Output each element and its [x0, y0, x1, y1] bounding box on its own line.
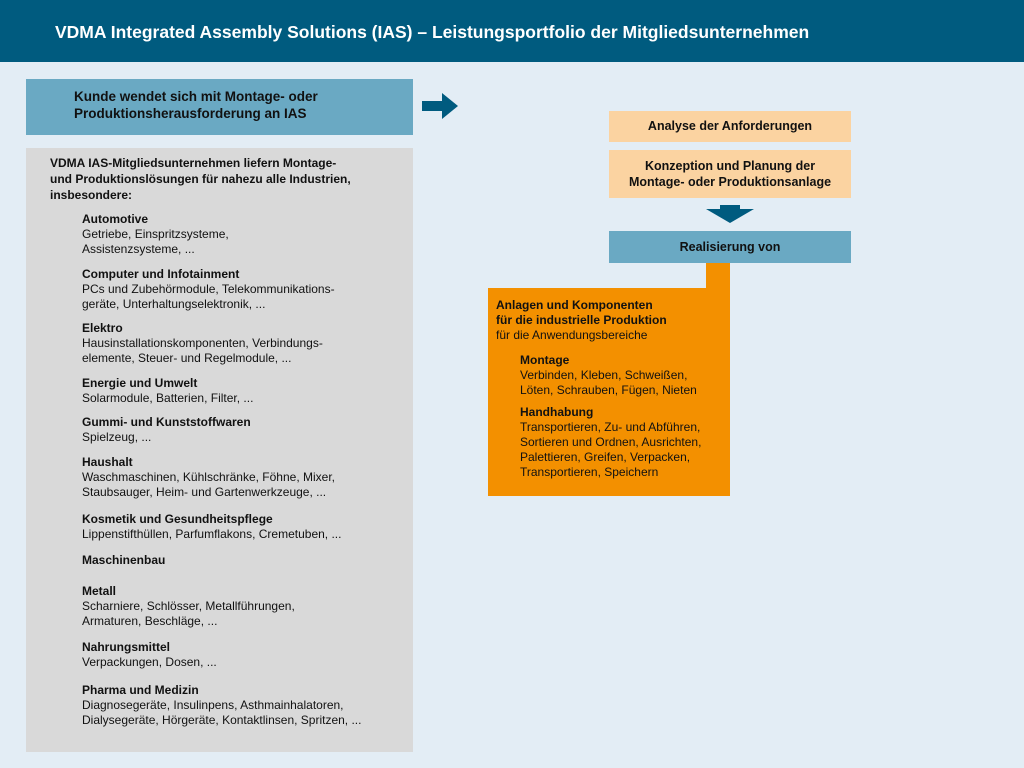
- customer-line-2: Produktionsherausforderung an IAS: [74, 106, 307, 121]
- arrow-right-icon: [422, 93, 460, 119]
- industries-panel: [26, 148, 413, 752]
- industry-item: [82, 584, 295, 629]
- intro-line-3: insbesondere:: [50, 188, 133, 202]
- industry-item: [82, 553, 165, 568]
- industry-name: Computer und Infotainment: [82, 267, 240, 281]
- analyse-box: Analyse der Anforderungen: [609, 111, 851, 142]
- industry-item: [82, 376, 253, 406]
- industry-item: [82, 415, 251, 445]
- industry-desc: Scharniere, Schlösser, Metallführungen,: [82, 599, 295, 613]
- industry-item: [82, 212, 229, 257]
- konzeption-box: [609, 150, 851, 198]
- industry-name: Elektro: [82, 321, 123, 335]
- industry-desc: Waschmaschinen, Kühlschränke, Föhne, Mixer,: [82, 470, 336, 484]
- handhabung-section: [520, 405, 701, 480]
- industry-desc: elemente, Steuer- und Regelmodule, ...: [82, 351, 292, 365]
- industry-name: Pharma und Medizin: [82, 683, 199, 697]
- industry-desc: PCs und Zubehörmodule, Telekommunikations-: [82, 282, 335, 296]
- anlagen-head-line-1: Anlagen und Komponenten: [496, 298, 653, 312]
- industry-name: Automotive: [82, 212, 148, 226]
- customer-line-1: Kunde wendet sich mit Montage- oder: [74, 89, 318, 104]
- handhabung-line-3: Palettieren, Greifen, Verpacken,: [520, 450, 691, 464]
- industry-name: Metall: [82, 584, 117, 598]
- header-bar: [0, 0, 1024, 62]
- handhabung-line-2: Sortieren und Ordnen, Ausrichten,: [520, 435, 702, 449]
- industry-name: Nahrungsmittel: [82, 640, 171, 654]
- industry-name: Gummi- und Kunststoffwaren: [82, 415, 251, 429]
- industry-desc: Verpackungen, Dosen, ...: [82, 655, 217, 669]
- handhabung-line-1: Transportieren, Zu- und Abführen,: [520, 420, 701, 434]
- customer-box: [26, 79, 413, 135]
- konzeption-line-1: Konzeption und Planung der: [644, 159, 816, 173]
- anlagen-head-line-2: für die industrielle Produktion: [496, 313, 667, 327]
- industry-desc: geräte, Unterhaltungselektronik, ...: [82, 297, 266, 311]
- industry-desc: Diagnosegeräte, Insulinpens, Asthmainhalatoren,: [82, 698, 344, 712]
- industry-desc: Assistenzsysteme, ...: [82, 242, 195, 256]
- page-title: VDMA Integrated Assembly Solutions (IAS) – Leistungsportfolio der Mitgliedsunternehmen: [55, 22, 810, 42]
- industry-desc: Armaturen, Beschläge, ...: [82, 614, 218, 628]
- handhabung-line-4: Transportieren, Speichern: [520, 465, 659, 479]
- industry-item: [82, 640, 217, 670]
- connector-bar: [706, 263, 730, 289]
- industry-desc: Getriebe, Einspritzsysteme,: [82, 227, 229, 241]
- intro-line-1: VDMA IAS-Mitgliedsunternehmen liefern Montage-: [50, 156, 337, 170]
- industry-item: [82, 683, 361, 728]
- industry-desc: Staubsauger, Heim- und Gartenwerkzeuge, ...: [82, 485, 327, 499]
- industry-item: [82, 321, 323, 366]
- industry-name: Maschinenbau: [82, 553, 166, 567]
- industry-name: Haushalt: [82, 455, 133, 469]
- handhabung-title: Handhabung: [520, 405, 594, 419]
- industry-desc: Hausinstallationskomponenten, Verbindungs-: [82, 336, 323, 350]
- industry-name: Kosmetik und Gesundheitspflege: [82, 512, 273, 526]
- montage-section: [520, 353, 697, 398]
- anlagen-box: [488, 288, 730, 496]
- intro-line-2: und Produktionslösungen für nahezu alle Industrien,: [50, 172, 351, 186]
- industry-desc: Solarmodule, Batterien, Filter, ...: [82, 391, 254, 405]
- industry-desc: Lippenstifthüllen, Parfumflakons, Cremetuben, ...: [82, 527, 342, 541]
- industry-name: Energie und Umwelt: [82, 376, 198, 390]
- montage-line-2: Löten, Schrauben, Fügen, Nieten: [520, 383, 697, 397]
- konzeption-line-2: Montage- oder Produktionsanlage: [628, 175, 832, 189]
- montage-line-1: Verbinden, Kleben, Schweißen,: [520, 368, 688, 382]
- industry-item: [82, 455, 335, 500]
- anlagen-heading: [496, 298, 667, 343]
- industry-item: [82, 267, 335, 312]
- montage-title: Montage: [520, 353, 570, 367]
- arrow-down-icon: [706, 205, 754, 223]
- industry-desc: Dialysegeräte, Hörgeräte, Kontaktlinsen, Spritzen, ...: [82, 713, 362, 727]
- industries-intro: [50, 155, 351, 203]
- realisierung-box: Realisierung von: [609, 231, 851, 263]
- customer-text: [74, 88, 318, 122]
- anlagen-head-line-3: für die Anwendungsbereiche: [496, 328, 648, 342]
- industry-desc: Spielzeug, ...: [82, 430, 152, 444]
- industry-item: [82, 512, 341, 542]
